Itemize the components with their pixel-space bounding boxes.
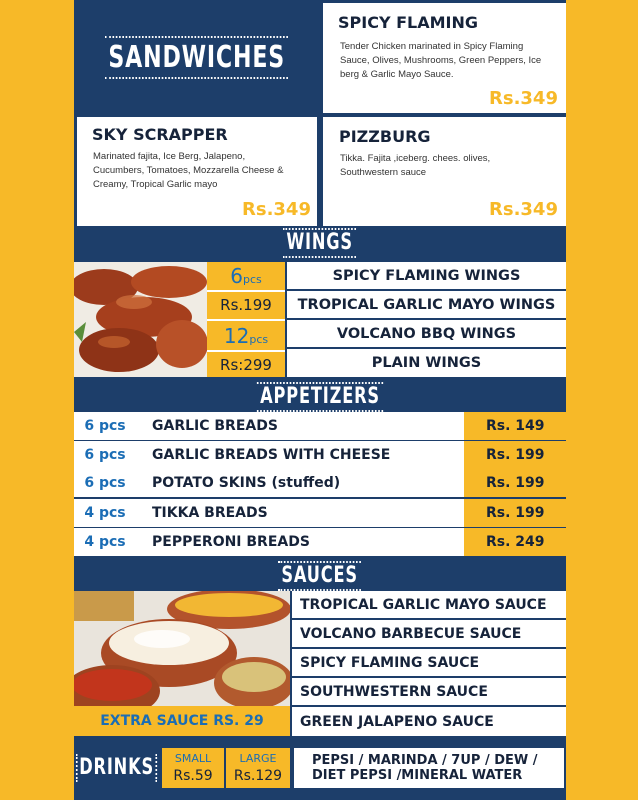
wings-size-6	[207, 264, 285, 288]
sauces-photo	[74, 591, 290, 706]
drink-small[interactable]	[162, 748, 224, 788]
appetizers-title: APPETIZERS	[257, 382, 383, 412]
sandwich-desc: Tender Chicken marinated in Spicy Flaming Sauce, Olives, Mushrooms, Green Peppers, Ice berg & Garlic Mayo Sauce.	[340, 41, 542, 80]
appetizer-price: Rs. 199	[464, 499, 566, 527]
sandwiches-header	[74, 0, 320, 115]
wings-price-6: Rs.199	[207, 290, 285, 317]
sauces-header	[74, 558, 566, 591]
appetizer-pcs: 6 pcs	[84, 447, 126, 463]
wing-item[interactable]: VOLCANO BBQ WINGS	[287, 320, 566, 347]
drink-large[interactable]	[226, 748, 290, 788]
sandwich-name: SKY SCRAPPER	[92, 125, 228, 144]
sandwich-card-pizzburg[interactable]	[323, 117, 566, 226]
drinks-header	[74, 746, 160, 790]
wings-size-12	[207, 324, 285, 348]
wings-size-unit: pcs	[242, 273, 262, 286]
sandwich-price: Rs.349	[489, 88, 558, 109]
appetizer-name: TIKKA BREADS	[152, 505, 268, 521]
appetizer-price: Rs. 249	[464, 528, 566, 556]
wings-header	[74, 228, 566, 262]
sandwich-desc: Marinated fajita, Ice Berg, Jalapeno, Cucumbers, Tomatoes, Mozzarella Cheese & Creamy, Tropical Garlic mayo	[93, 151, 284, 190]
sandwich-price: Rs.349	[242, 199, 311, 220]
appetizer-pcs: 6 pcs	[84, 418, 126, 434]
sandwich-price: Rs.349	[489, 199, 558, 220]
appetizer-name: POTATO SKINS (stuffed)	[152, 475, 341, 491]
sauce-item[interactable]: GREEN JALAPENO SAUCE	[292, 707, 566, 736]
drinks-list-line2: DIET PEPSI /MINERAL WATER	[312, 768, 523, 783]
appetizer-name: PEPPERONI BREADS	[152, 534, 310, 550]
appetizer-pcs: 4 pcs	[84, 505, 126, 521]
sandwich-card-sky-scrapper[interactable]	[77, 117, 317, 226]
wings-size-count: 12	[223, 324, 250, 348]
drink-small-label: SMALL	[174, 752, 212, 765]
wing-item[interactable]: SPICY FLAMING WINGS	[287, 262, 566, 289]
sauce-item[interactable]: SOUTHWESTERN SAUCE	[292, 678, 566, 705]
wings-size-divider	[207, 319, 285, 321]
appetizer-row[interactable]	[74, 441, 566, 469]
appetizer-price: Rs. 149	[464, 412, 566, 440]
wing-item[interactable]: TROPICAL GARLIC MAYO WINGS	[287, 291, 566, 318]
drinks-title: DRINKS	[76, 754, 157, 782]
appetizer-price: Rs. 199	[464, 469, 566, 497]
appetizer-name: GARLIC BREADS	[152, 418, 278, 434]
sauce-item[interactable]: VOLCANO BARBECUE SAUCE	[292, 620, 566, 647]
sandwich-desc: Tikka. Fajita ,iceberg. chees. olives, Southwestern sauce	[340, 153, 491, 178]
appetizer-row[interactable]	[74, 528, 566, 556]
wings-size-prices	[207, 262, 285, 377]
appetizer-pcs: 4 pcs	[84, 534, 126, 550]
wings-price-12: Rs:299	[207, 350, 285, 377]
sauce-item[interactable]: SPICY FLAMING SAUCE	[292, 649, 566, 676]
wings-photo	[74, 262, 207, 377]
appetizer-row[interactable]	[74, 412, 566, 440]
menu-board	[74, 0, 566, 800]
sauce-item[interactable]: TROPICAL GARLIC MAYO SAUCE	[292, 591, 566, 618]
appetizer-row[interactable]	[74, 499, 566, 527]
sandwich-name: PIZZBURG	[339, 127, 431, 146]
wings-size-unit: pcs	[249, 333, 269, 346]
extra-sauce-price: EXTRA SAUCE RS. 29	[74, 706, 290, 736]
wing-item[interactable]: PLAIN WINGS	[287, 349, 566, 377]
appetizer-row[interactable]	[74, 469, 566, 497]
appetizer-pcs: 6 pcs	[84, 475, 126, 491]
drinks-list	[294, 748, 564, 788]
appetizer-name: GARLIC BREADS WITH CHEESE	[152, 447, 391, 463]
drinks-list-line1: PEPSI / MARINDA / 7UP / DEW /	[312, 753, 538, 768]
appetizers-header	[74, 379, 566, 412]
wings-title: WINGS	[283, 228, 356, 258]
appetizer-price: Rs. 199	[464, 441, 566, 469]
wings-size-count: 6	[230, 264, 243, 288]
drink-large-label: LARGE	[239, 752, 277, 765]
sauces-title: SAUCES	[278, 561, 361, 591]
drink-small-price: Rs.59	[173, 768, 213, 784]
drink-large-price: Rs.129	[233, 768, 283, 784]
sandwich-card-spicy-flaming[interactable]	[323, 3, 566, 113]
sandwiches-title: SANDWICHES	[105, 36, 288, 79]
sandwich-name: SPICY FLAMING	[338, 13, 479, 32]
